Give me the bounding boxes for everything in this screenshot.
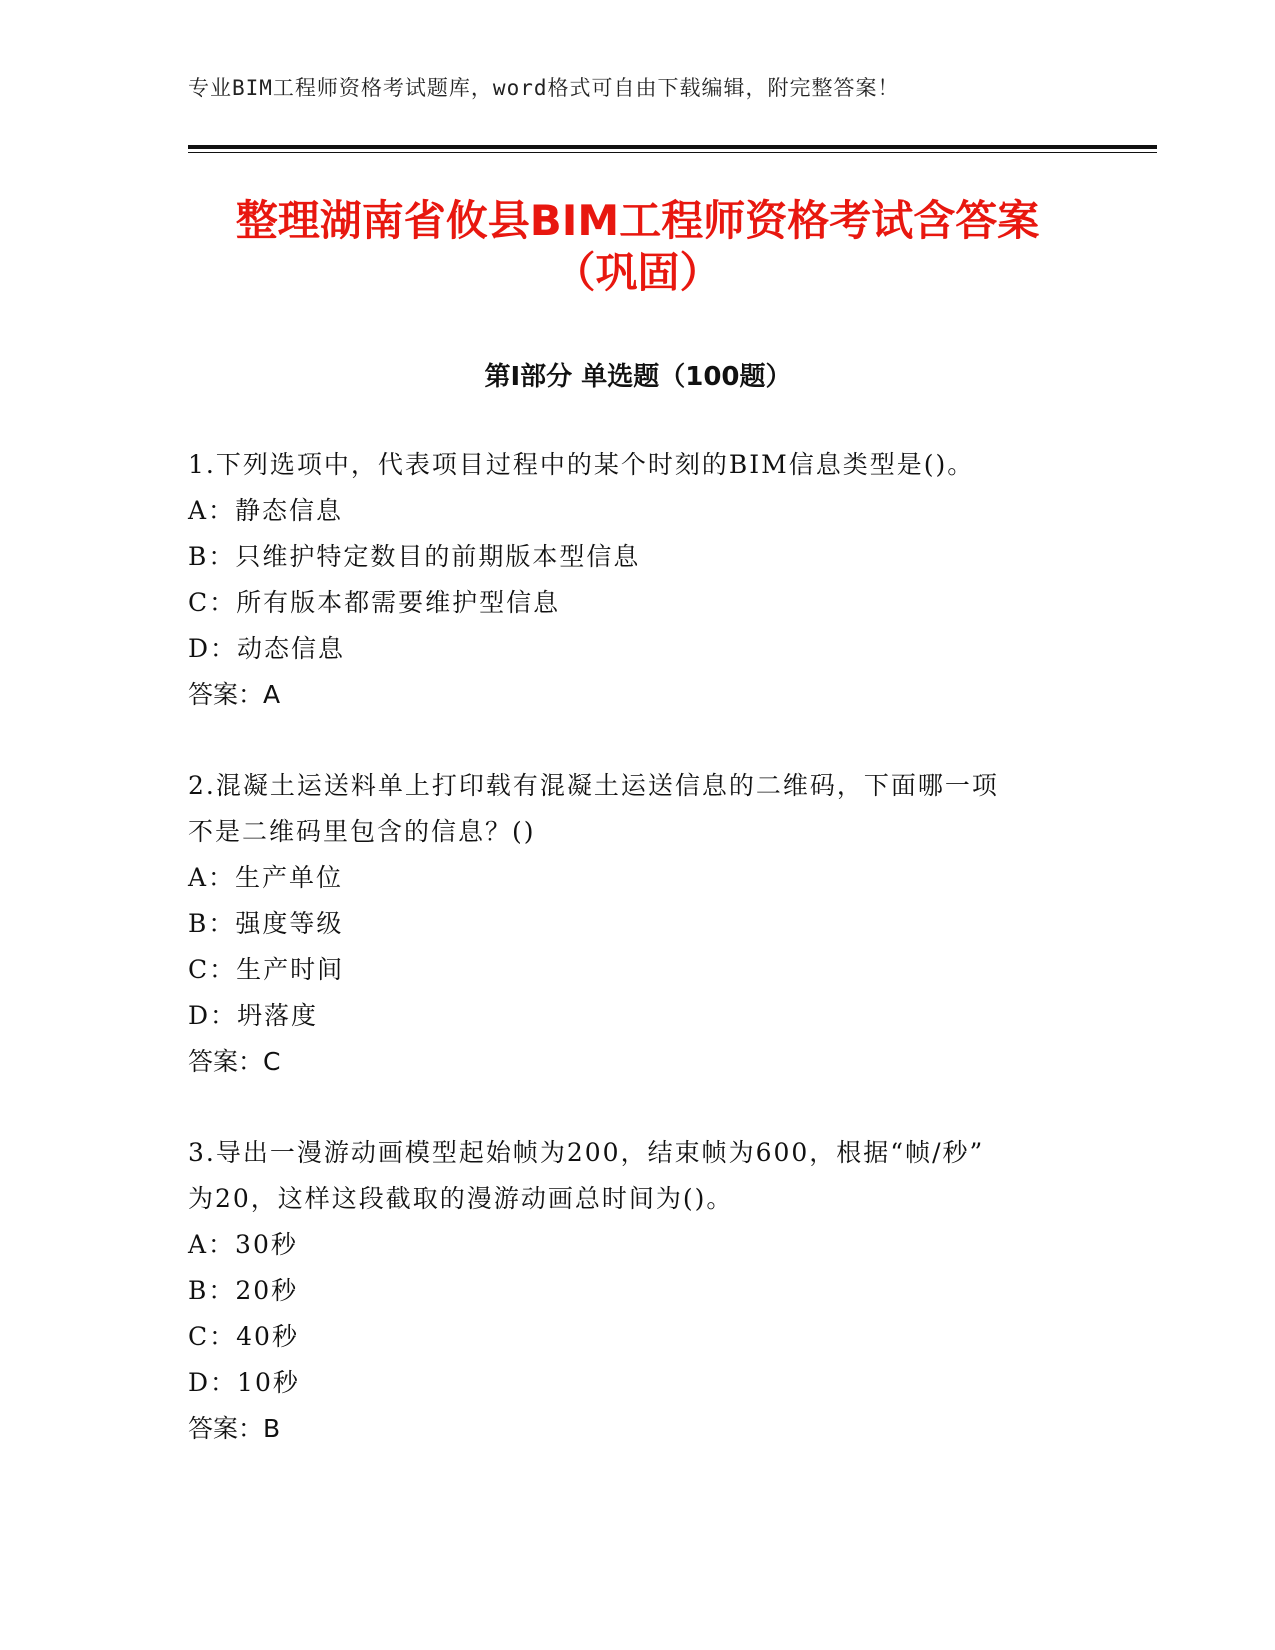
question-3 [188, 1130, 1088, 1452]
document-title [150, 195, 1125, 299]
question-2 [188, 763, 1088, 1085]
header-note: 专业BIM工程师资格考试题库，word格式可自由下载编辑，附完整答案！ [188, 76, 900, 100]
question-1 [188, 442, 1088, 718]
question-stem-continued: 为20，这样这段截取的漫游动画总时间为()。 [188, 1184, 734, 1213]
header-rule-thin [188, 152, 1157, 153]
answer: 答案：B [188, 1414, 281, 1443]
question-stem-continued: 不是二维码里包含的信息？() [188, 817, 536, 846]
question-stem: 1.下列选项中，代表项目过程中的某个时刻的BIM信息类型是()。 [188, 450, 975, 479]
option-c: C：所有版本都需要维护型信息 [188, 588, 561, 617]
option-c: C：生产时间 [188, 955, 345, 984]
option-c: C：40秒 [188, 1322, 299, 1351]
question-spacer [188, 1085, 1088, 1130]
option-d: D：坍落度 [188, 1001, 319, 1030]
option-a: A：30秒 [188, 1230, 298, 1259]
option-d: D：动态信息 [188, 634, 346, 663]
option-b: B：只维护特定数目的前期版本型信息 [188, 542, 641, 571]
document-title-line-2: （巩固） [553, 248, 722, 297]
option-d: D：10秒 [188, 1368, 300, 1397]
answer: 答案：A [188, 680, 281, 709]
question-list [188, 442, 1088, 1452]
section-title: 第Ⅰ部分 单选题（100题） [484, 362, 792, 392]
question-spacer [188, 718, 1088, 763]
header-rule-thick [188, 145, 1157, 149]
option-b: B：强度等级 [188, 909, 344, 938]
question-stem: 3.导出一漫游动画模型起始帧为200，结束帧为600，根据“帧/秒” [188, 1138, 985, 1167]
answer: 答案：C [188, 1047, 281, 1076]
document-title-line-1: 整理湖南省攸县BIM工程师资格考试含答案 [235, 196, 1040, 245]
option-b: B：20秒 [188, 1276, 299, 1305]
option-a: A：静态信息 [188, 496, 344, 525]
option-a: A：生产单位 [188, 863, 344, 892]
question-stem: 2.混凝土运送料单上打印载有混凝土运送信息的二维码，下面哪一项 [188, 771, 999, 800]
